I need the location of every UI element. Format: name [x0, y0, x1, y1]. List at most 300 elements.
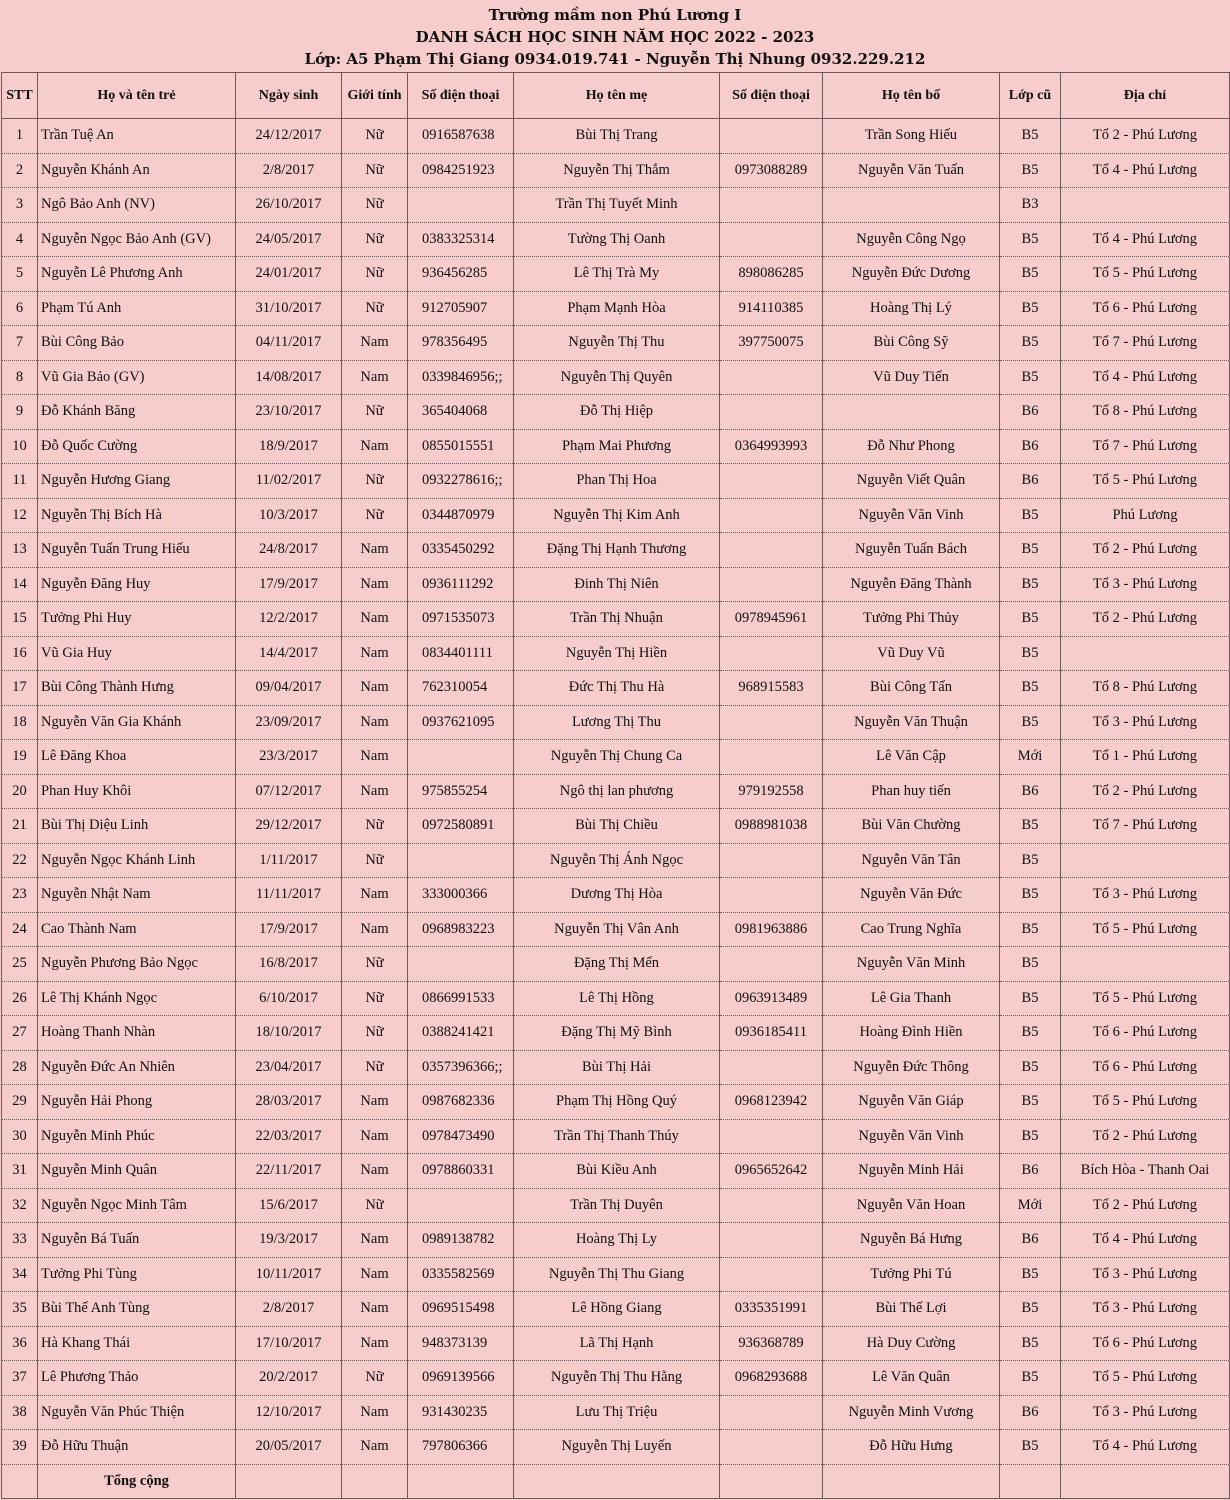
- cell-phone: 0834401111: [408, 636, 514, 671]
- cell-stt: 16: [2, 636, 38, 671]
- cell-address: Bích Hòa - Thanh Oai: [1061, 1154, 1230, 1189]
- cell-address: Tổ 6 - Phú Lương: [1061, 1326, 1230, 1361]
- table-row: [2, 1292, 1230, 1327]
- cell-child-name: Tưởng Phi Tùng: [38, 1257, 236, 1292]
- cell-address: Tổ 5 - Phú Lương: [1061, 257, 1230, 292]
- cell-address: Tổ 6 - Phú Lương: [1061, 1050, 1230, 1085]
- cell-phone: 797806366: [408, 1430, 514, 1465]
- cell-mother-name: Lê Hồng Giang: [514, 1292, 720, 1327]
- cell-old-class: B6: [1000, 429, 1061, 464]
- cell-address: Tổ 3 - Phú Lương: [1061, 705, 1230, 740]
- total-cell-blank: [342, 1464, 408, 1499]
- cell-gender: Nam: [342, 1119, 408, 1154]
- cell-gender: Nữ: [342, 1050, 408, 1085]
- table-row: [2, 1188, 1230, 1223]
- cell-old-class: B5: [1000, 119, 1061, 154]
- cell-old-class: B6: [1000, 464, 1061, 499]
- cell-birthdate: 12/10/2017: [236, 1395, 342, 1430]
- cell-mother-phone: [720, 360, 823, 395]
- table-row: [2, 912, 1230, 947]
- table-body: [2, 119, 1230, 1465]
- cell-father-name: Tưởng Phi Tú: [823, 1257, 1000, 1292]
- cell-address: Tổ 6 - Phú Lương: [1061, 1016, 1230, 1051]
- cell-birthdate: 16/8/2017: [236, 947, 342, 982]
- cell-gender: Nam: [342, 705, 408, 740]
- cell-father-name: [823, 188, 1000, 223]
- cell-child-name: Bùi Công Bảo: [38, 326, 236, 361]
- cell-gender: Nữ: [342, 1016, 408, 1051]
- cell-phone: 936456285: [408, 257, 514, 292]
- table-row: [2, 843, 1230, 878]
- cell-phone: 0971535073: [408, 602, 514, 637]
- cell-old-class: B5: [1000, 1085, 1061, 1120]
- cell-mother-phone: 0364993993: [720, 429, 823, 464]
- cell-phone: 0978860331: [408, 1154, 514, 1189]
- cell-old-class: B5: [1000, 809, 1061, 844]
- cell-mother-phone: [720, 1188, 823, 1223]
- cell-address: Tổ 8 - Phú Lương: [1061, 395, 1230, 430]
- cell-phone: 0335450292: [408, 533, 514, 568]
- table-row: [2, 360, 1230, 395]
- cell-address: Tổ 2 - Phú Lương: [1061, 774, 1230, 809]
- col-header-birthdate: Ngày sinh: [236, 73, 342, 119]
- cell-stt: 18: [2, 705, 38, 740]
- cell-stt: 37: [2, 1361, 38, 1396]
- cell-father-name: Bùi Công Tấn: [823, 671, 1000, 706]
- cell-address: Tổ 3 - Phú Lương: [1061, 878, 1230, 913]
- cell-child-name: Nguyễn Lê Phương Anh: [38, 257, 236, 292]
- cell-birthdate: 19/3/2017: [236, 1223, 342, 1258]
- cell-mother-phone: 898086285: [720, 257, 823, 292]
- cell-stt: 14: [2, 567, 38, 602]
- cell-mother-phone: 0968293688: [720, 1361, 823, 1396]
- cell-gender: Nam: [342, 1430, 408, 1465]
- cell-father-name: Cao Trung Nghĩa: [823, 912, 1000, 947]
- table-row: [2, 464, 1230, 499]
- table-row: [2, 1085, 1230, 1120]
- cell-mother-phone: 0988981038: [720, 809, 823, 844]
- cell-father-name: Trần Song Hiếu: [823, 119, 1000, 154]
- cell-birthdate: 14/4/2017: [236, 636, 342, 671]
- cell-old-class: B6: [1000, 395, 1061, 430]
- cell-mother-phone: [720, 464, 823, 499]
- cell-child-name: Nguyễn Văn Gia Khánh: [38, 705, 236, 740]
- cell-father-name: Lê Gia Thanh: [823, 981, 1000, 1016]
- cell-gender: Nam: [342, 1223, 408, 1258]
- cell-mother-name: Nguyễn Thị Thu Giang: [514, 1257, 720, 1292]
- cell-stt: 8: [2, 360, 38, 395]
- cell-child-name: Nguyễn Minh Quân: [38, 1154, 236, 1189]
- table-row: [2, 188, 1230, 223]
- cell-birthdate: 17/10/2017: [236, 1326, 342, 1361]
- cell-old-class: B6: [1000, 1154, 1061, 1189]
- cell-father-name: Nguyễn Văn Tuấn: [823, 153, 1000, 188]
- cell-birthdate: 20/2/2017: [236, 1361, 342, 1396]
- cell-stt: 36: [2, 1326, 38, 1361]
- cell-mother-phone: 0981963886: [720, 912, 823, 947]
- cell-mother-phone: 0963913489: [720, 981, 823, 1016]
- table-row: [2, 809, 1230, 844]
- table-row: [2, 326, 1230, 361]
- cell-gender: Nam: [342, 602, 408, 637]
- cell-father-name: Nguyễn Văn Vinh: [823, 498, 1000, 533]
- cell-gender: Nam: [342, 429, 408, 464]
- cell-old-class: B5: [1000, 671, 1061, 706]
- cell-old-class: B5: [1000, 981, 1061, 1016]
- total-label: Tổng cộng: [38, 1464, 236, 1499]
- cell-address: Tổ 7 - Phú Lương: [1061, 326, 1230, 361]
- cell-phone: [408, 947, 514, 982]
- cell-stt: 27: [2, 1016, 38, 1051]
- cell-phone: 0969515498: [408, 1292, 514, 1327]
- cell-stt: 22: [2, 843, 38, 878]
- cell-mother-name: Nguyễn Thị Chung Ca: [514, 740, 720, 775]
- cell-phone: 0932278616;;: [408, 464, 514, 499]
- cell-address: Tổ 5 - Phú Lương: [1061, 1085, 1230, 1120]
- cell-mother-name: Nguyễn Thị Ánh Ngọc: [514, 843, 720, 878]
- cell-stt: 34: [2, 1257, 38, 1292]
- cell-mother-phone: 0973088289: [720, 153, 823, 188]
- cell-father-name: Nguyễn Đăng Thành: [823, 567, 1000, 602]
- cell-phone: 0388241421: [408, 1016, 514, 1051]
- col-header-address: Địa chỉ: [1061, 73, 1230, 119]
- cell-old-class: B5: [1000, 947, 1061, 982]
- cell-father-name: Vũ Duy Vũ: [823, 636, 1000, 671]
- table-row: [2, 947, 1230, 982]
- cell-birthdate: 07/12/2017: [236, 774, 342, 809]
- cell-old-class: B5: [1000, 843, 1061, 878]
- cell-phone: 0937621095: [408, 705, 514, 740]
- cell-mother-phone: [720, 1395, 823, 1430]
- cell-old-class: B6: [1000, 1395, 1061, 1430]
- cell-mother-phone: 936368789: [720, 1326, 823, 1361]
- cell-child-name: Lê Phương Thảo: [38, 1361, 236, 1396]
- cell-old-class: B5: [1000, 1119, 1061, 1154]
- cell-child-name: Đỗ Quốc Cường: [38, 429, 236, 464]
- cell-birthdate: 04/11/2017: [236, 326, 342, 361]
- cell-father-name: Lê Văn Cập: [823, 740, 1000, 775]
- cell-mother-name: Bùi Kiều Anh: [514, 1154, 720, 1189]
- cell-phone: 0383325314: [408, 222, 514, 257]
- cell-mother-phone: 0335351991: [720, 1292, 823, 1327]
- total-row: [2, 1464, 1230, 1499]
- cell-child-name: Nguyễn Minh Phúc: [38, 1119, 236, 1154]
- cell-stt: 19: [2, 740, 38, 775]
- cell-birthdate: 18/10/2017: [236, 1016, 342, 1051]
- cell-mother-phone: [720, 533, 823, 568]
- cell-child-name: Cao Thành Nam: [38, 912, 236, 947]
- table-row: [2, 1257, 1230, 1292]
- cell-child-name: Nguyễn Khánh An: [38, 153, 236, 188]
- cell-child-name: Nguyễn Tuấn Trung Hiếu: [38, 533, 236, 568]
- table-row: [2, 429, 1230, 464]
- cell-address: Tổ 2 - Phú Lương: [1061, 1119, 1230, 1154]
- table-row: [2, 498, 1230, 533]
- cell-father-name: Nguyễn Viết Quân: [823, 464, 1000, 499]
- cell-stt: 2: [2, 153, 38, 188]
- cell-father-name: Phan huy tiến: [823, 774, 1000, 809]
- cell-birthdate: 22/11/2017: [236, 1154, 342, 1189]
- table-row: [2, 774, 1230, 809]
- cell-birthdate: 23/10/2017: [236, 395, 342, 430]
- cell-mother-name: Nguyễn Thị Vân Anh: [514, 912, 720, 947]
- cell-address: Phú Lương: [1061, 498, 1230, 533]
- cell-gender: Nữ: [342, 188, 408, 223]
- cell-father-name: Nguyễn Công Ngọ: [823, 222, 1000, 257]
- cell-phone: [408, 740, 514, 775]
- cell-mother-phone: [720, 498, 823, 533]
- cell-stt: 39: [2, 1430, 38, 1465]
- cell-phone: 0978473490: [408, 1119, 514, 1154]
- cell-phone: 333000366: [408, 878, 514, 913]
- cell-gender: Nam: [342, 1326, 408, 1361]
- cell-address: Tổ 4 - Phú Lương: [1061, 222, 1230, 257]
- cell-address: Tổ 1 - Phú Lương: [1061, 740, 1230, 775]
- cell-gender: Nam: [342, 567, 408, 602]
- cell-stt: 1: [2, 119, 38, 154]
- cell-father-name: Nguyễn Minh Hải: [823, 1154, 1000, 1189]
- cell-stt: 5: [2, 257, 38, 292]
- cell-mother-name: Lê Thị Hồng: [514, 981, 720, 1016]
- total-cell-blank: [408, 1464, 514, 1499]
- cell-birthdate: 18/9/2017: [236, 429, 342, 464]
- cell-old-class: B3: [1000, 188, 1061, 223]
- cell-address: Tổ 8 - Phú Lương: [1061, 671, 1230, 706]
- cell-gender: Nam: [342, 1257, 408, 1292]
- cell-mother-phone: 914110385: [720, 291, 823, 326]
- cell-stt: 32: [2, 1188, 38, 1223]
- col-header-father-name: Họ tên bố: [823, 73, 1000, 119]
- cell-address: Tổ 4 - Phú Lương: [1061, 1223, 1230, 1258]
- cell-gender: Nam: [342, 636, 408, 671]
- cell-child-name: Bùi Thế Anh Tùng: [38, 1292, 236, 1327]
- cell-phone: 0357396366;;: [408, 1050, 514, 1085]
- cell-gender: Nữ: [342, 464, 408, 499]
- cell-father-name: Vũ Duy Tiến: [823, 360, 1000, 395]
- cell-mother-phone: 0968123942: [720, 1085, 823, 1120]
- table-row: [2, 119, 1230, 154]
- cell-child-name: Bùi Công Thành Hưng: [38, 671, 236, 706]
- cell-mother-phone: 397750075: [720, 326, 823, 361]
- cell-stt: 15: [2, 602, 38, 637]
- table-row: [2, 1154, 1230, 1189]
- cell-phone: 948373139: [408, 1326, 514, 1361]
- list-title: DANH SÁCH HỌC SINH NĂM HỌC 2022 - 2023: [415, 28, 815, 46]
- cell-mother-phone: [720, 1223, 823, 1258]
- cell-stt: 30: [2, 1119, 38, 1154]
- cell-old-class: B5: [1000, 533, 1061, 568]
- cell-stt: 38: [2, 1395, 38, 1430]
- cell-address: [1061, 947, 1230, 982]
- cell-address: Tổ 3 - Phú Lương: [1061, 567, 1230, 602]
- total-cell-blank: [1000, 1464, 1061, 1499]
- cell-child-name: Nguyễn Hải Phong: [38, 1085, 236, 1120]
- table-row: [2, 222, 1230, 257]
- cell-mother-phone: [720, 1050, 823, 1085]
- cell-address: Tổ 5 - Phú Lương: [1061, 464, 1230, 499]
- cell-child-name: Vũ Gia Bảo (GV): [38, 360, 236, 395]
- cell-birthdate: 10/3/2017: [236, 498, 342, 533]
- cell-phone: 0855015551: [408, 429, 514, 464]
- cell-old-class: B5: [1000, 705, 1061, 740]
- cell-birthdate: 23/09/2017: [236, 705, 342, 740]
- cell-father-name: [823, 395, 1000, 430]
- cell-address: Tổ 2 - Phú Lương: [1061, 1188, 1230, 1223]
- cell-father-name: Tưởng Phi Thủy: [823, 602, 1000, 637]
- cell-mother-phone: 968915583: [720, 671, 823, 706]
- cell-old-class: Mới: [1000, 740, 1061, 775]
- cell-old-class: B6: [1000, 1223, 1061, 1258]
- cell-gender: Nam: [342, 360, 408, 395]
- cell-birthdate: 14/08/2017: [236, 360, 342, 395]
- cell-address: [1061, 636, 1230, 671]
- cell-address: Tổ 5 - Phú Lương: [1061, 1361, 1230, 1396]
- table-row: [2, 705, 1230, 740]
- cell-mother-name: Phạm Mạnh Hòa: [514, 291, 720, 326]
- total-cell-blank: [236, 1464, 342, 1499]
- cell-birthdate: 20/05/2017: [236, 1430, 342, 1465]
- cell-father-name: Nguyễn Minh Vương: [823, 1395, 1000, 1430]
- cell-mother-name: Bùi Thị Hải: [514, 1050, 720, 1085]
- cell-old-class: B5: [1000, 602, 1061, 637]
- cell-child-name: Nguyễn Văn Phúc Thiện: [38, 1395, 236, 1430]
- cell-mother-name: Phan Thị Hoa: [514, 464, 720, 499]
- cell-father-name: Đỗ Như Phong: [823, 429, 1000, 464]
- cell-phone: [408, 1188, 514, 1223]
- cell-birthdate: 09/04/2017: [236, 671, 342, 706]
- cell-mother-phone: [720, 705, 823, 740]
- cell-child-name: Nguyễn Hương Giang: [38, 464, 236, 499]
- cell-birthdate: 15/6/2017: [236, 1188, 342, 1223]
- cell-child-name: Nguyễn Nhật Nam: [38, 878, 236, 913]
- cell-mother-name: Đặng Thị Hạnh Thương: [514, 533, 720, 568]
- cell-old-class: B5: [1000, 1050, 1061, 1085]
- table-row: [2, 395, 1230, 430]
- cell-mother-phone: [720, 119, 823, 154]
- total-cell-blank: [720, 1464, 823, 1499]
- cell-mother-name: Phạm Mai Phương: [514, 429, 720, 464]
- cell-mother-phone: [720, 740, 823, 775]
- cell-gender: Nam: [342, 326, 408, 361]
- cell-old-class: B5: [1000, 567, 1061, 602]
- cell-birthdate: 1/11/2017: [236, 843, 342, 878]
- cell-mother-name: Nguyễn Thị Hiền: [514, 636, 720, 671]
- cell-gender: Nữ: [342, 119, 408, 154]
- cell-gender: Nữ: [342, 1188, 408, 1223]
- cell-old-class: B5: [1000, 1257, 1061, 1292]
- cell-address: Tổ 3 - Phú Lương: [1061, 1292, 1230, 1327]
- cell-child-name: Nguyễn Đức An Nhiên: [38, 1050, 236, 1085]
- cell-stt: 11: [2, 464, 38, 499]
- cell-mother-name: Bùi Thị Chiều: [514, 809, 720, 844]
- cell-phone: 0936111292: [408, 567, 514, 602]
- cell-stt: 10: [2, 429, 38, 464]
- cell-father-name: Đỗ Hữu Hưng: [823, 1430, 1000, 1465]
- cell-gender: Nam: [342, 1085, 408, 1120]
- cell-mother-phone: 0936185411: [720, 1016, 823, 1051]
- cell-mother-name: Nguyễn Thị Quyên: [514, 360, 720, 395]
- cell-phone: 0972580891: [408, 809, 514, 844]
- cell-birthdate: 23/04/2017: [236, 1050, 342, 1085]
- cell-gender: Nam: [342, 671, 408, 706]
- table-row: [2, 1395, 1230, 1430]
- cell-phone: 931430235: [408, 1395, 514, 1430]
- table-row: [2, 257, 1230, 292]
- cell-child-name: Phan Huy Khôi: [38, 774, 236, 809]
- cell-phone: 975855254: [408, 774, 514, 809]
- cell-mother-phone: [720, 947, 823, 982]
- col-header-child-name: Họ và tên trẻ: [38, 73, 236, 119]
- cell-mother-phone: [720, 567, 823, 602]
- cell-stt: 25: [2, 947, 38, 982]
- cell-child-name: Nguyễn Đăng Huy: [38, 567, 236, 602]
- cell-phone: 0989138782: [408, 1223, 514, 1258]
- cell-phone: 0335582569: [408, 1257, 514, 1292]
- cell-address: Tổ 7 - Phú Lương: [1061, 429, 1230, 464]
- cell-mother-name: Bùi Thị Trang: [514, 119, 720, 154]
- cell-mother-phone: [720, 395, 823, 430]
- cell-birthdate: 24/8/2017: [236, 533, 342, 568]
- cell-old-class: B5: [1000, 1361, 1061, 1396]
- cell-gender: Nam: [342, 740, 408, 775]
- cell-mother-phone: [720, 878, 823, 913]
- cell-phone: 912705907: [408, 291, 514, 326]
- col-header-mother-name: Họ tên mẹ: [514, 73, 720, 119]
- cell-father-name: Nguyễn Văn Tân: [823, 843, 1000, 878]
- cell-mother-phone: [720, 1257, 823, 1292]
- table-row: [2, 1016, 1230, 1051]
- table-row: [2, 740, 1230, 775]
- cell-old-class: B5: [1000, 1016, 1061, 1051]
- cell-mother-name: Trần Thị Thanh Thúy: [514, 1119, 720, 1154]
- cell-phone: 0984251923: [408, 153, 514, 188]
- cell-birthdate: 11/02/2017: [236, 464, 342, 499]
- cell-old-class: B5: [1000, 636, 1061, 671]
- cell-stt: 33: [2, 1223, 38, 1258]
- cell-old-class: B5: [1000, 1326, 1061, 1361]
- cell-old-class: B5: [1000, 498, 1061, 533]
- cell-birthdate: 29/12/2017: [236, 809, 342, 844]
- cell-phone: 0344870979: [408, 498, 514, 533]
- cell-gender: Nữ: [342, 222, 408, 257]
- student-table: [1, 72, 1230, 1499]
- table-row: [2, 1326, 1230, 1361]
- cell-stt: 3: [2, 188, 38, 223]
- cell-gender: Nam: [342, 1292, 408, 1327]
- cell-child-name: Nguyễn Bá Tuấn: [38, 1223, 236, 1258]
- cell-father-name: Nguyễn Văn Vinh: [823, 1119, 1000, 1154]
- cell-gender: Nữ: [342, 498, 408, 533]
- col-header-phone: Số điện thoại: [408, 73, 514, 119]
- cell-stt: 26: [2, 981, 38, 1016]
- cell-stt: 7: [2, 326, 38, 361]
- cell-child-name: Nguyễn Phương Bảo Ngọc: [38, 947, 236, 982]
- cell-gender: Nam: [342, 1154, 408, 1189]
- cell-child-name: Bùi Thị Diệu Linh: [38, 809, 236, 844]
- cell-old-class: B5: [1000, 1430, 1061, 1465]
- cell-mother-name: Đỗ Thị Hiệp: [514, 395, 720, 430]
- cell-father-name: Bùi Công Sỹ: [823, 326, 1000, 361]
- cell-father-name: Nguyễn Văn Hoan: [823, 1188, 1000, 1223]
- cell-old-class: B5: [1000, 153, 1061, 188]
- cell-mother-phone: 0965652642: [720, 1154, 823, 1189]
- cell-child-name: Hà Khang Thái: [38, 1326, 236, 1361]
- cell-mother-name: Ngô thị lan phương: [514, 774, 720, 809]
- cell-address: Tổ 7 - Phú Lương: [1061, 809, 1230, 844]
- cell-mother-name: Nguyễn Thị Kim Anh: [514, 498, 720, 533]
- cell-child-name: Nguyễn Thị Bích Hà: [38, 498, 236, 533]
- table-row: [2, 533, 1230, 568]
